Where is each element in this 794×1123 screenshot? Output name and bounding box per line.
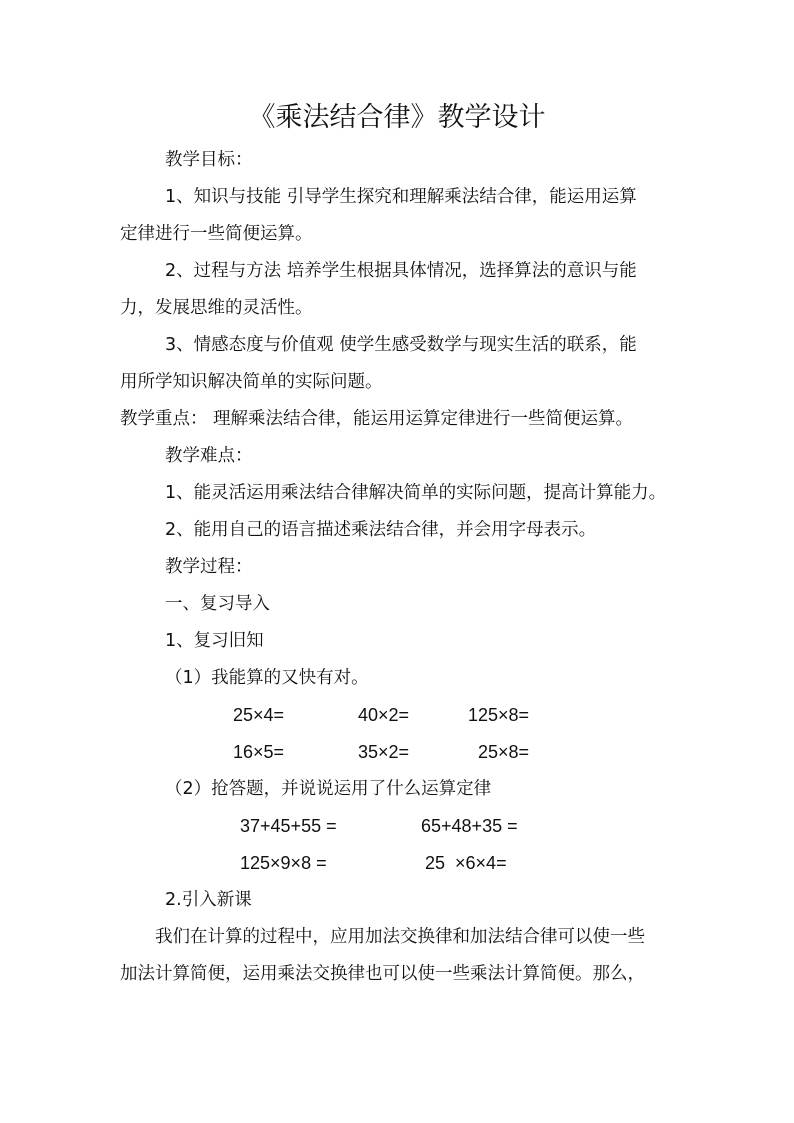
difficulty-2: 2、能用自己的语言描述乘法结合律，并会用字母表示。	[165, 520, 597, 540]
intro-paragraph-line-2: 加法计算简便，运用乘法交换律也可以使一些乘法计算简便。那么，	[120, 964, 645, 984]
objective-3-line-2: 用所学知识解决简单的实际问题。	[120, 372, 383, 392]
exercise-2-label: （2）抢答题，并说说运用了什么运算定律	[165, 779, 492, 799]
exercise-1-row-1-item-3: 125×8=	[468, 705, 530, 725]
exercise-2-row-1-item-2: 65+48+35 =	[421, 816, 518, 836]
objective-2-line-1: 2、过程与方法 培养学生根据具体情况，选择算法的意识与能	[165, 261, 637, 281]
exercise-1-row-1-item-2: 40×2=	[358, 705, 410, 725]
exercise-2-row-1-item-1: 37+45+55 =	[240, 816, 337, 836]
exercise-1-row-2-item-2: 35×2=	[358, 742, 410, 762]
exercise-2-row-2-item-1: 125×9×8 =	[240, 853, 327, 873]
intro-paragraph-line-1: 我们在计算的过程中，应用加法交换律和加法结合律可以使一些	[155, 927, 645, 947]
exercise-2-row-2-item-2: 25 ×6×4=	[425, 853, 507, 873]
objective-1-line-1: 1、知识与技能 引导学生探究和理解乘法结合律，能运用运算	[165, 187, 637, 207]
exercise-1-row-2-item-1: 16×5=	[233, 742, 285, 762]
subsection-2-heading: 2.引入新课	[165, 890, 252, 910]
key-point: 教学重点： 理解乘法结合律，能运用运算定律进行一些简便运算。	[120, 409, 634, 429]
document-title: 《乘法结合律》教学设计	[248, 102, 546, 133]
exercise-1-row-1-item-1: 25×4=	[233, 705, 285, 725]
section-1-heading: 一、复习导入	[165, 594, 270, 614]
objective-3-line-1: 3、情感态度与价值观 使学生感受数学与现实生活的联系，能	[165, 335, 637, 355]
objective-1-line-2: 定律进行一些简便运算。	[120, 224, 313, 244]
exercise-1-row-2-item-3: 25×8=	[478, 742, 530, 762]
subsection-1-heading: 1、复习旧知	[165, 631, 264, 651]
process-heading: 教学过程：	[165, 557, 253, 577]
difficulty-heading: 教学难点：	[165, 446, 253, 466]
exercise-1-label: （1）我能算的又快有对。	[165, 668, 369, 688]
objective-2-line-2: 力，发展思维的灵活性。	[120, 298, 313, 318]
difficulty-1: 1、能灵活运用乘法结合律解决简单的实际问题，提高计算能力。	[165, 483, 667, 503]
objectives-heading: 教学目标：	[165, 150, 253, 170]
